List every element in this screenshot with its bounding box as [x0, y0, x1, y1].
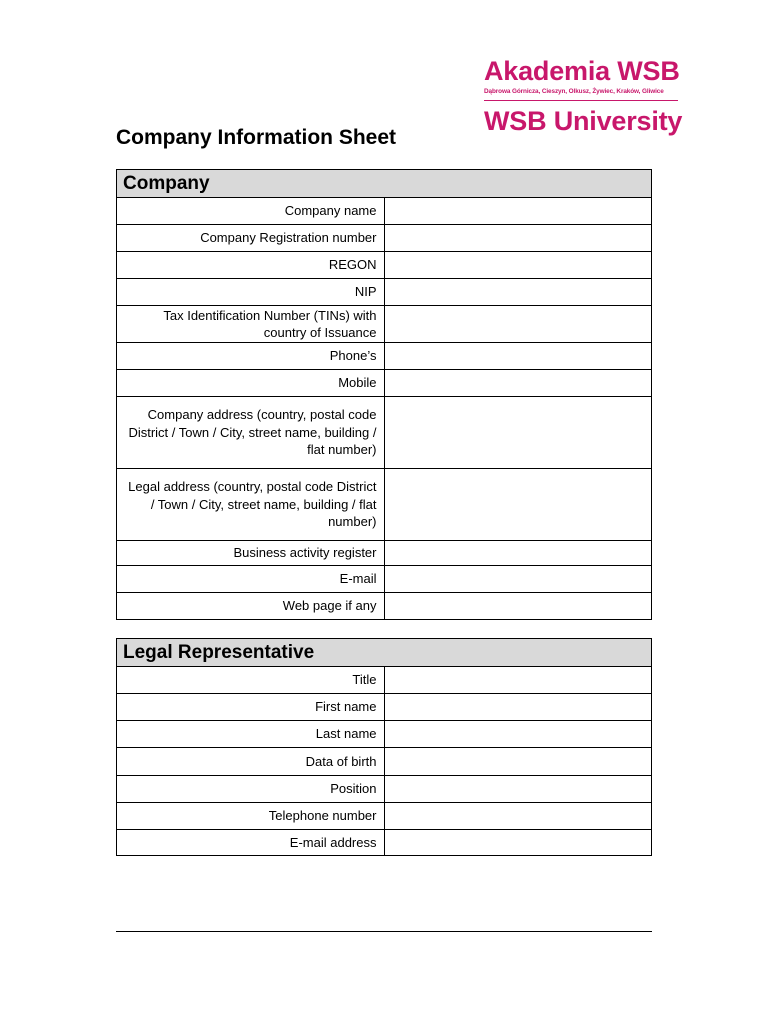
logo-wsb-university: WSB University: [484, 106, 683, 136]
field-label-position: Position: [117, 776, 385, 803]
field-input-company-registration-number[interactable]: [384, 225, 652, 252]
field-input-regon[interactable]: [384, 252, 652, 279]
field-label-legal-address: Legal address (country, postal code District / Town / City, street name, building / flat number): [117, 469, 385, 541]
logo-cities: Dąbrowa Górnicza, Cieszyn, Olkusz, Żywiec, Kraków, Gliwice: [484, 88, 664, 95]
field-label-nip: NIP: [117, 279, 385, 306]
field-input-mobile[interactable]: [384, 370, 652, 397]
field-label-mobile: Mobile: [117, 370, 385, 397]
field-input-legal-address[interactable]: [384, 469, 652, 541]
field-input-business-activity-register[interactable]: [384, 541, 652, 566]
field-label-last-name: Last name: [117, 721, 385, 748]
field-label-date-of-birth: Data of birth: [117, 748, 385, 776]
field-label-regon: REGON: [117, 252, 385, 279]
field-label-company-registration-number: Company Registration number: [117, 225, 385, 252]
field-label-title: Title: [117, 667, 385, 694]
footer-divider: [116, 931, 652, 932]
page-title: Company Information Sheet: [116, 126, 397, 149]
logo-divider: [484, 100, 678, 101]
wsb-logo: [484, 56, 683, 136]
field-label-web-page: Web page if any: [117, 593, 385, 620]
field-input-title[interactable]: [384, 667, 652, 694]
field-label-company-address: Company address (country, postal code District / Town / City, street name, building / flat number): [117, 397, 385, 469]
legal-section-heading: Legal Representative: [117, 639, 652, 667]
field-label-company-name: Company name: [117, 198, 385, 225]
legal-representative-table: [116, 638, 652, 856]
company-table: [116, 169, 652, 620]
field-input-last-name[interactable]: [384, 721, 652, 748]
field-input-position[interactable]: [384, 776, 652, 803]
field-input-phones[interactable]: [384, 343, 652, 370]
field-label-first-name: First name: [117, 694, 385, 721]
field-label-business-activity-register: Business activity register: [117, 541, 385, 566]
field-input-first-name[interactable]: [384, 694, 652, 721]
field-input-company-name[interactable]: [384, 198, 652, 225]
field-input-company-address[interactable]: [384, 397, 652, 469]
field-input-telephone-number[interactable]: [384, 803, 652, 830]
field-label-phones: Phone’s: [117, 343, 385, 370]
field-input-web-page[interactable]: [384, 593, 652, 620]
field-label-email: E-mail: [117, 566, 385, 593]
field-input-email-address[interactable]: [384, 830, 652, 856]
field-input-date-of-birth[interactable]: [384, 748, 652, 776]
logo-akademia-wsb: Akademia WSB: [484, 56, 680, 86]
field-input-email[interactable]: [384, 566, 652, 593]
field-input-nip[interactable]: [384, 279, 652, 306]
field-input-tax-identification-number[interactable]: [384, 306, 652, 343]
field-label-telephone-number: Telephone number: [117, 803, 385, 830]
field-label-email-address: E-mail address: [117, 830, 385, 856]
field-label-tax-identification-number: Tax Identification Number (TINs) with country of Issuance: [117, 306, 385, 343]
company-section-heading: Company: [117, 170, 652, 198]
